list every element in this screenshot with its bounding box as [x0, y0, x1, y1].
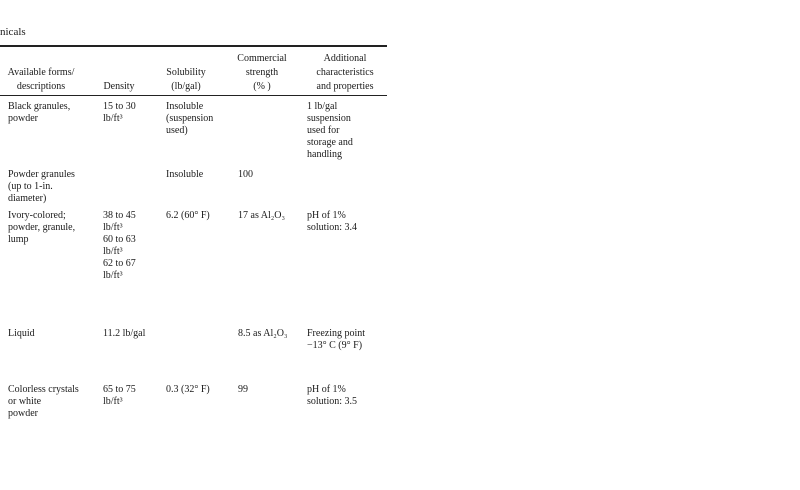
row1-solubility: Insoluble (suspension used)	[166, 101, 214, 136]
row3-strength: 17 as Al₂O₃	[238, 210, 285, 221]
row3-additional: pH of 1% solution: 3.4	[307, 210, 358, 233]
header-solubility: Solubility (lb/gal)	[166, 67, 206, 92]
header-density: Density	[103, 81, 135, 92]
row1-additional: 1 lb/gal suspension used for storage and handling	[307, 101, 353, 160]
row2-forms: Powder granules (up to 1-in. diameter)	[8, 169, 75, 204]
header-rule	[0, 95, 387, 96]
row1-forms: Black granules, powder	[8, 101, 71, 124]
row4-density: 11.2 lb/gal	[103, 328, 146, 339]
row5-forms: Colorless crystals or white powder	[8, 384, 79, 419]
row4-strength: 8.5 as Al₂O₃	[238, 328, 288, 339]
row3-forms: Ivory-colored; powder, granule, lump	[8, 210, 76, 245]
row5-strength: 99	[238, 384, 248, 395]
header-forms: Available forms/ descriptions	[7, 67, 75, 92]
table-caption: nicals	[0, 26, 26, 38]
row3-solubility: 6.2 (60° F)	[166, 210, 210, 221]
top-rule	[0, 45, 387, 47]
row3-density: 38 to 45 lb/ft³ 60 to 63 lb/ft³ 62 to 67 lb/ft³	[103, 210, 136, 281]
row2-solubility: Insoluble	[166, 169, 204, 180]
row2-strength: 100	[238, 169, 253, 180]
row5-additional: pH of 1% solution: 3.5	[307, 384, 358, 407]
row5-solubility: 0.3 (32° F)	[166, 384, 210, 395]
row4-additional: Freezing point −13° C (9° F)	[307, 328, 366, 351]
row4-forms: Liquid	[8, 328, 35, 339]
header-additional: Additional characteristics and properties	[316, 53, 374, 92]
row5-density: 65 to 75 lb/ft³	[103, 384, 136, 407]
header-strength: Commercial strength (% )	[237, 53, 287, 92]
row1-density: 15 to 30 lb/ft³	[103, 101, 136, 124]
